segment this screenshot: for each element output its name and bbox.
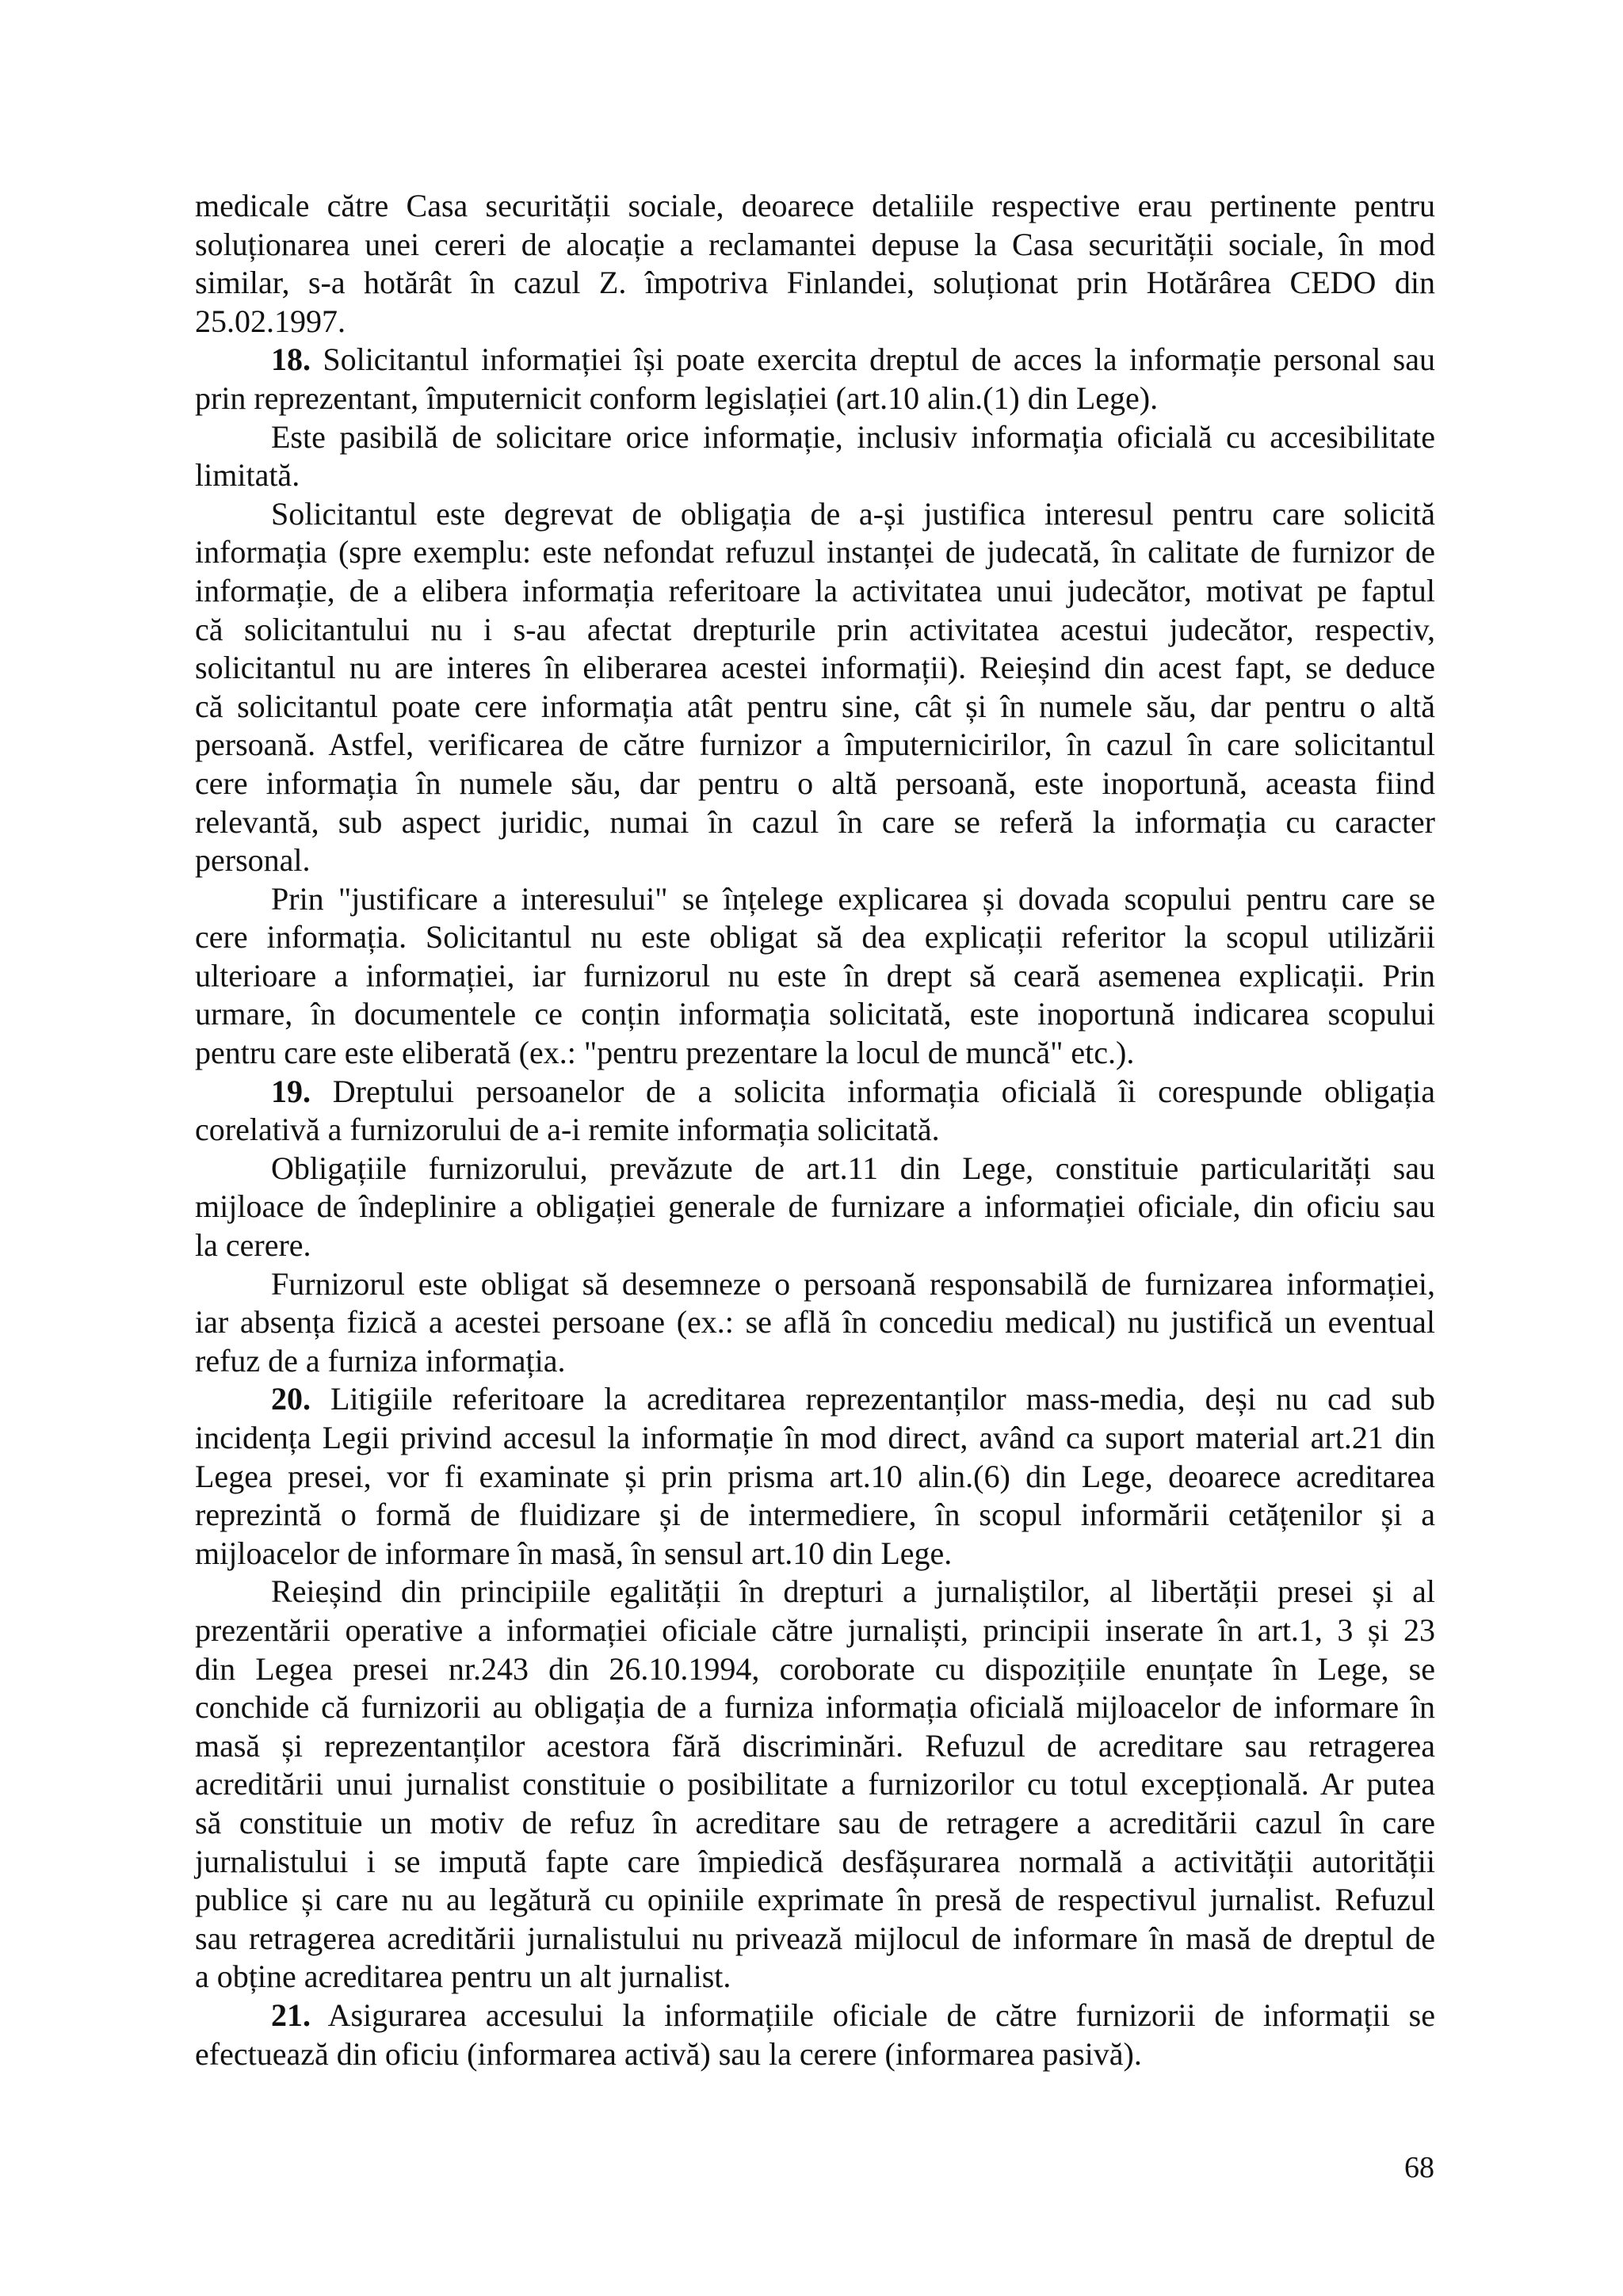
line-text: pentru care este eliberată (ex.: "pentru prezentare la locul de muncă" etc.). [195,1035,1135,1071]
text-line [195,995,1435,1034]
line-text: Furnizorul este obligat să desemneze o persoană responsabilă de furnizarea informației, [271,1265,1435,1302]
line-text: Obligațiile furnizorului, prevăzute de art.11 din Lege, constituie particularități sau [271,1150,1435,1186]
line-text: Prin "justificare a interesului" se înțelege explicarea și dovada scopului pentru care se [271,880,1435,917]
text-line [195,726,1435,765]
line-text: din Legea presei nr.243 din 26.10.1994, coroborate cu dispozițiile enunțate în Lege, se [195,1650,1435,1687]
line-text: corelativă a furnizorului de a-i remite informația solicitată. [195,1112,940,1148]
line-text: conchide că furnizorii au obligația de a furniza informația oficială mijloacelor de informare în [195,1689,1435,1726]
line-text: persoană. Astfel, verificarea de către furnizor a împuternicirilor, în cazul în care solicitantul [195,727,1435,763]
text-line [195,303,1435,341]
line-text: solicitantul nu are interes în eliberarea acestei informații). Reieșind din acest fapt, se deduce [195,650,1435,686]
text-line [195,572,1435,611]
line-text: refuz de a furniza informația. [195,1342,566,1379]
paragraph [195,1573,1435,1997]
line-text: că solicitantul poate cere informația atât pentru sine, cât și în numele său, dar pentru o altă [195,688,1435,724]
line-text: mijloace de îndeplinire a obligației generale de furnizare a informației oficiale, din oficiu sau [195,1188,1435,1225]
text-line [195,1496,1435,1535]
text-line [195,880,1435,919]
text-line [195,1997,1435,2035]
text-line [195,1150,1435,1188]
text-line [195,1958,1435,1997]
line-text: Legea presei, vor fi examinate și prin prisma art.10 alin.(6) din Lege, deoarece acreditarea [195,1458,1435,1494]
text-line [195,688,1435,727]
line-text: mijloacelor de informare în masă, în sensul art.10 din Lege. [195,1535,953,1571]
paragraph [195,495,1435,880]
line-text: Este pasibilă de solicitare orice informație, inclusiv informația oficială cu accesibilitate [271,418,1435,455]
text-line [195,1073,1435,1112]
paragraph [195,880,1435,1073]
line-text: cere informația. Solicitantul nu este obligat să dea explicații referitor la scopul utilizării [195,919,1435,955]
line-text: prin reprezentant, împuternicit conform legislației (art.10 alin.(1) din Lege). [195,379,1159,416]
line-text: sau retragerea acreditării jurnalistului nu privează mijlocul de informare în masă de dreptul de [195,1920,1435,1956]
text-line [195,495,1435,534]
document-body [195,187,1435,2073]
text-line [195,1226,1435,1265]
text-line [195,379,1435,418]
paragraph-number: 21. [271,1997,311,2033]
text-line [195,1804,1435,1843]
line-text: urmare, în documentele ce conțin informația solicitată, este inoportună indicarea scopului [195,996,1435,1032]
text-line [195,1458,1435,1497]
line-text: personal. [195,842,311,879]
text-line [195,1380,1435,1419]
line-text: Solicitantul informației își poate exercita dreptul de acces la informație personal sau [323,341,1435,378]
text-line [195,841,1435,880]
paragraph [195,341,1435,418]
line-text: că solicitantului nu i s-au afectat drepturile prin activitatea acestui judecător, respectiv, [195,611,1435,647]
text-line [195,187,1435,226]
text-line [195,1034,1435,1073]
line-text: soluționarea unei cereri de alocație a reclamantei depuse la Casa securității sociale, în mod [195,226,1435,262]
line-text: similar, s-a hotărât în cazul Z. împotriva Finlandei, soluționat prin Hotărârea CEDO din [195,265,1435,301]
text-line [195,1765,1435,1804]
line-text: Asigurarea accesului la informațiile oficiale de către furnizorii de informații se [327,1997,1435,2033]
text-line [195,1881,1435,1920]
line-text: Dreptului persoanelor de a solicita informația oficială îi corespunde obligația [332,1073,1436,1109]
paragraph [195,1265,1435,1381]
line-text: Solicitantul este degrevat de obligația de a-și justifica interesul pentru care solicită [271,495,1435,532]
paragraph-number: 19. [271,1073,311,1109]
text-line [195,803,1435,842]
line-text: masă și reprezentanților acestora fără discriminări. Refuzul de acreditare sau retragerea [195,1727,1435,1764]
paragraph [195,1150,1435,1265]
line-text: prezentării operative a informației oficiale către jurnaliști, principii inserate în art.1, 3 și 23 [195,1611,1435,1648]
line-text: iar absența fizică a acestei persoane (ex.: se află în concediu medical) nu justifică un eventual [195,1304,1435,1341]
text-line [195,1303,1435,1342]
text-line [195,1535,1435,1573]
line-text: publice și care nu au legătură cu opiniile exprimate în presă de respectivul jurnalist. Refuzul [195,1882,1435,1918]
line-text: reprezintă o formă de fluidizare și de intermediere, în scopul informării cetățenilor și a [195,1497,1435,1533]
text-line [195,1111,1435,1150]
text-line [195,2035,1435,2074]
page-number: 68 [1404,2151,1434,2184]
text-line [195,1573,1435,1611]
line-text: a obține acreditarea pentru un alt jurnalist. [195,1958,731,1995]
line-text: Litigiile referitoare la acreditarea reprezentanților mass-media, deși nu cad sub [330,1381,1435,1417]
line-text: informație, de a elibera informația referitoare la activitatea unui judecător, motivat pe faptul [195,572,1435,608]
line-text: să constituie un motiv de refuz în acreditare sau de retragere a acreditării cazul în care [195,1804,1435,1840]
text-line [195,1688,1435,1727]
text-line [195,264,1435,303]
text-line [195,1188,1435,1226]
line-text: incidența Legii privind accesul la informație în mod direct, având ca suport material art.21 din [195,1420,1435,1455]
line-text: Reieșind din principiile egalității în drepturi a jurnaliștilor, al libertății presei și al [271,1573,1435,1610]
text-line [195,1611,1435,1650]
text-line [195,1920,1435,1958]
text-line [195,1265,1435,1304]
text-line [195,1419,1435,1458]
text-line [195,1650,1435,1689]
text-line [195,918,1435,957]
line-text: informația (spre exemplu: este nefondat refuzul instanței de judecată, în calitate de furnizor de [195,534,1435,570]
line-text: acreditării unui jurnalist constituie o posibilitate a furnizorilor cu totul excepțională. Ar putea [195,1766,1435,1802]
line-text: jurnalistului i se impută fapte care împiedică desfășurarea normală a activității autorității [195,1843,1435,1879]
text-line [195,1727,1435,1766]
text-line [195,611,1435,650]
line-text: medicale către Casa securității sociale, deoarece detaliile respective erau pertinente pentru [195,188,1435,223]
line-text: cere informația în numele său, dar pentru o altă persoană, este inoportună, aceasta fiind [195,765,1435,801]
text-line [195,649,1435,688]
text-line [195,957,1435,996]
text-line [195,341,1435,379]
paragraph-number: 20. [271,1381,311,1417]
paragraph-number: 18. [271,341,311,378]
text-line [195,456,1435,495]
text-line [195,226,1435,265]
line-text: limitată. [195,457,300,494]
text-line [195,418,1435,457]
paragraph [195,187,1435,341]
paragraph [195,1997,1435,2073]
line-text: la cerere. [195,1227,311,1264]
text-line [195,1342,1435,1381]
text-line [195,765,1435,803]
line-text: 25.02.1997. [195,303,346,339]
paragraph [195,418,1435,495]
line-text: relevantă, sub aspect juridic, numai în cazul în care se referă la informația cu caracter [195,803,1435,840]
paragraph [195,1380,1435,1573]
line-text: ulterioare a informației, iar furnizorul nu este în drept să ceară asemenea explicații. Prin [195,957,1435,994]
text-line [195,1843,1435,1882]
text-line [195,533,1435,572]
paragraph [195,1073,1435,1150]
line-text: efectuează din oficiu (informarea activă) sau la cerere (informarea pasivă). [195,2035,1142,2072]
